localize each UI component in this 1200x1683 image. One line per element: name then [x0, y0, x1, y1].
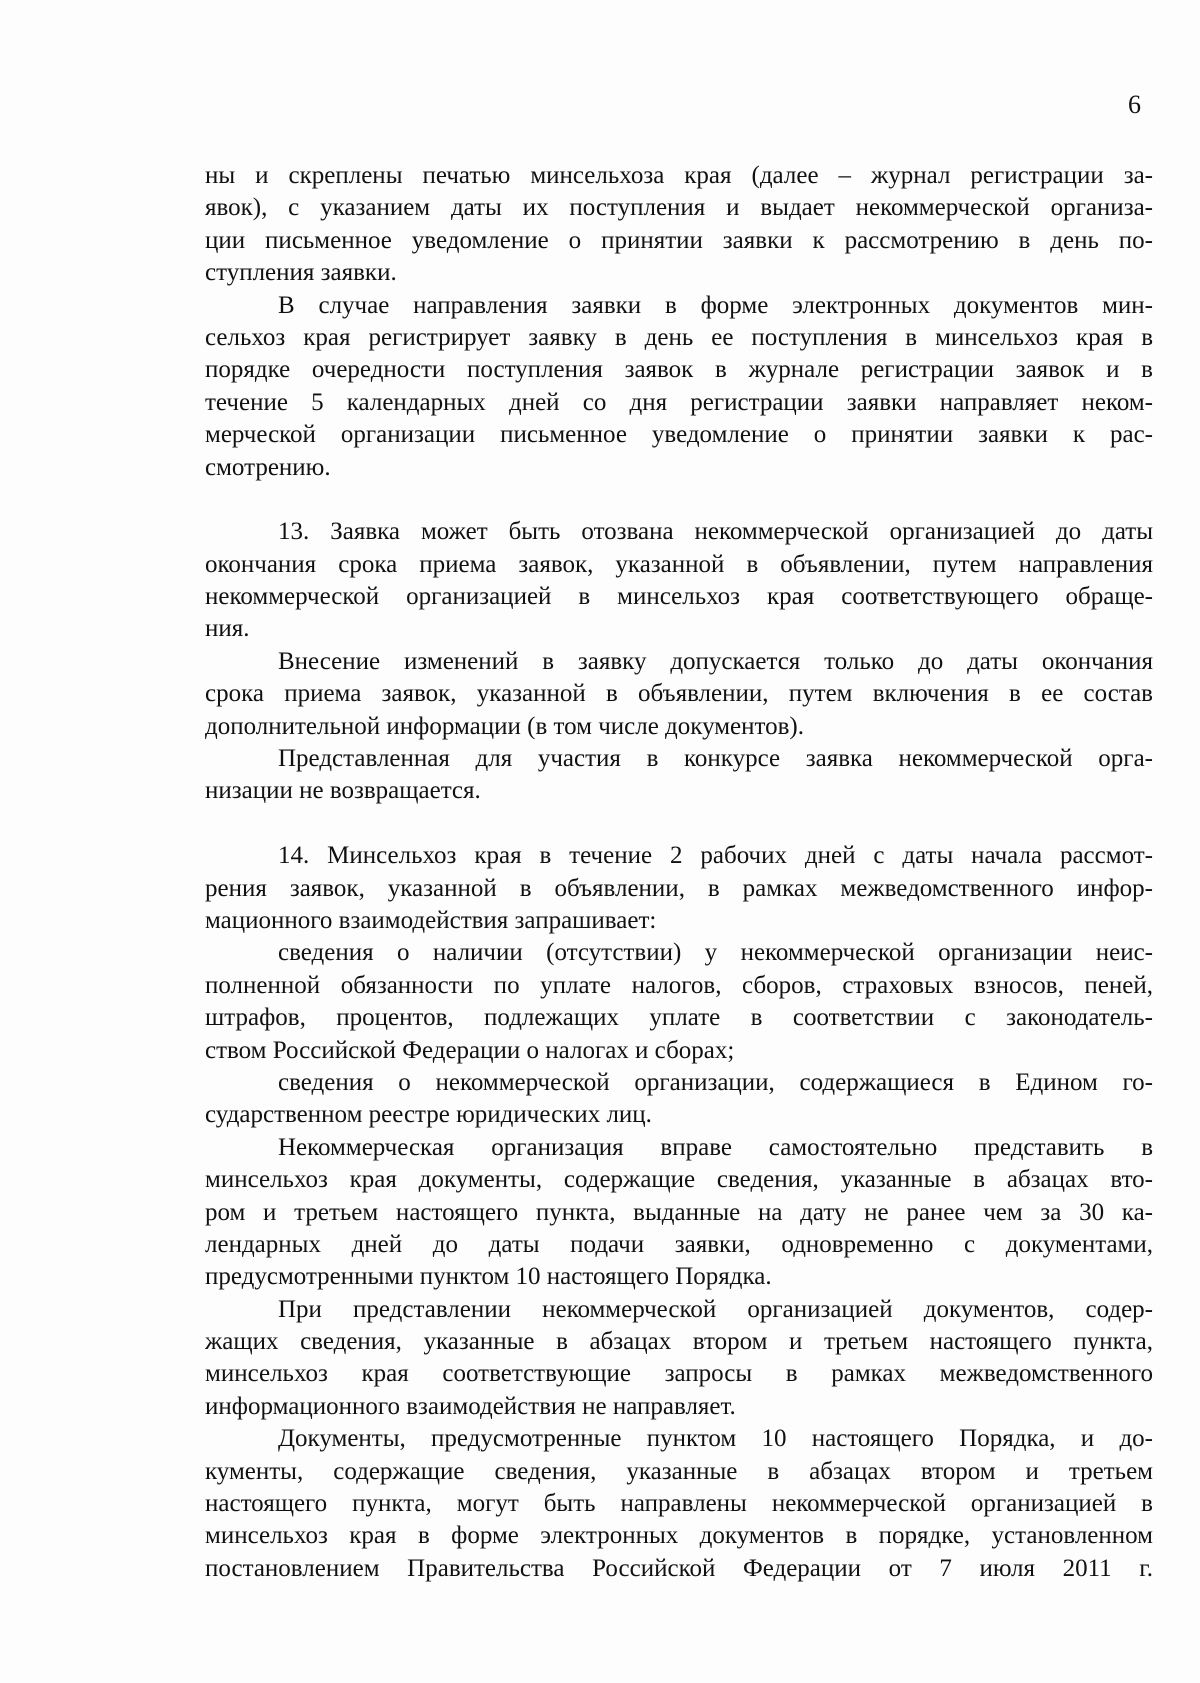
- text-line: минсельхоз края в форме электронных документов в порядке, установленном: [205, 1522, 1153, 1550]
- text-line: Некоммерческая организация вправе самостоятельно представить в: [278, 1133, 1153, 1161]
- text-line: смотрению.: [205, 453, 331, 481]
- text-line: штрафов, процентов, подлежащих уплате в соответствии с законодатель-: [205, 1004, 1153, 1032]
- text-line: настоящего пункта, могут быть направлены некоммерческой организацией в: [205, 1490, 1153, 1518]
- text-line: рения заявок, указанной в объявлении, в рамках межведомственного инфор-: [205, 874, 1153, 902]
- text-line: сведения о наличии (отсутствии) у некоммерческой организации неис-: [278, 939, 1153, 967]
- text-line: течение 5 календарных дней со дня регистрации заявки направляет неком-: [205, 388, 1153, 416]
- text-line: предусмотренными пунктом 10 настоящего Порядка.: [205, 1263, 772, 1291]
- text-line: Представленная для участия в конкурсе заявка некоммерческой орга-: [278, 745, 1153, 773]
- text-line: ступления заявки.: [205, 259, 397, 287]
- text-line: кументы, содержащие сведения, указанные в абзацах втором и третьем: [205, 1457, 1153, 1485]
- text-line: Документы, предусмотренные пунктом 10 настоящего Порядка, и до-: [278, 1425, 1153, 1453]
- text-line: ны и скреплены печатью минсельхоза края (далее – журнал регистрации за-: [205, 162, 1153, 189]
- text-line: минсельхоз края соответствующие запросы в рамках межведомственного: [205, 1360, 1153, 1388]
- text-line: информационного взаимодействия не направляет.: [205, 1392, 736, 1420]
- text-line: минсельхоз края документы, содержащие сведения, указанные в абзацах вто-: [205, 1166, 1153, 1194]
- text-line: Внесение изменений в заявку допускается только до даты окончания: [278, 647, 1153, 675]
- text-line: полненной обязанности по уплате налогов, сборов, страховых взносов, пеней,: [205, 971, 1153, 999]
- text-line: лендарных дней до даты подачи заявки, одновременно с документами,: [205, 1230, 1153, 1258]
- page-number: 6: [1128, 90, 1141, 119]
- text-line: ром и третьем настоящего пункта, выданные на дату не ранее чем за 30 ка-: [205, 1198, 1153, 1226]
- text-line: ции письменное уведомление о принятии заявки к рассмотрению в день по-: [205, 226, 1153, 254]
- text-line: некоммерческой организацией в минсельхоз края соответствующего обраще-: [205, 583, 1153, 611]
- text-line: ния.: [205, 615, 250, 643]
- paragraph-gap: [205, 484, 1153, 516]
- text-line: порядке очередности поступления заявок в журнале регистрации заявок и в: [205, 356, 1153, 384]
- text-line: постановлением Правительства Российской Федерации от 7 июля 2011 г.: [205, 1554, 1153, 1582]
- text-line: явок), с указанием даты их поступления и выдает некоммерческой организа-: [205, 194, 1153, 222]
- text-line: мационного взаимодействия запрашивает:: [205, 906, 657, 934]
- text-line: В случае направления заявки в форме электронных документов мин-: [278, 291, 1153, 319]
- text-line: ством Российской Федерации о налогах и сборах;: [205, 1036, 735, 1064]
- text-line: 14. Минсельхоз края в течение 2 рабочих дней с даты начала рассмот-: [278, 842, 1153, 870]
- document-body: [205, 160, 1153, 1585]
- text-line: сельхоз края регистрирует заявку в день ее поступления в минсельхоз края в: [205, 323, 1153, 351]
- text-line: мерческой организации письменное уведомление о принятии заявки к рас-: [205, 421, 1153, 449]
- text-line: дополнительной информации (в том числе документов).: [205, 712, 805, 740]
- paragraph-gap: [205, 808, 1153, 840]
- text-line: срока приема заявок, указанной в объявлении, путем включения в ее состав: [205, 680, 1153, 708]
- text-line: окончания срока приема заявок, указанной в объявлении, путем направления: [205, 550, 1153, 578]
- text-line: низации не возвращается.: [205, 777, 481, 805]
- text-line: сударственном реестре юридических лиц.: [205, 1101, 652, 1129]
- text-line: При представлении некоммерческой организацией документов, содер-: [278, 1295, 1153, 1323]
- text-line: 13. Заявка может быть отозвана некоммерческой организацией до даты: [278, 518, 1153, 546]
- text-line: сведения о некоммерческой организации, содержащиеся в Едином го-: [278, 1068, 1153, 1096]
- text-line: жащих сведения, указанные в абзацах втором и третьем настоящего пункта,: [205, 1328, 1153, 1356]
